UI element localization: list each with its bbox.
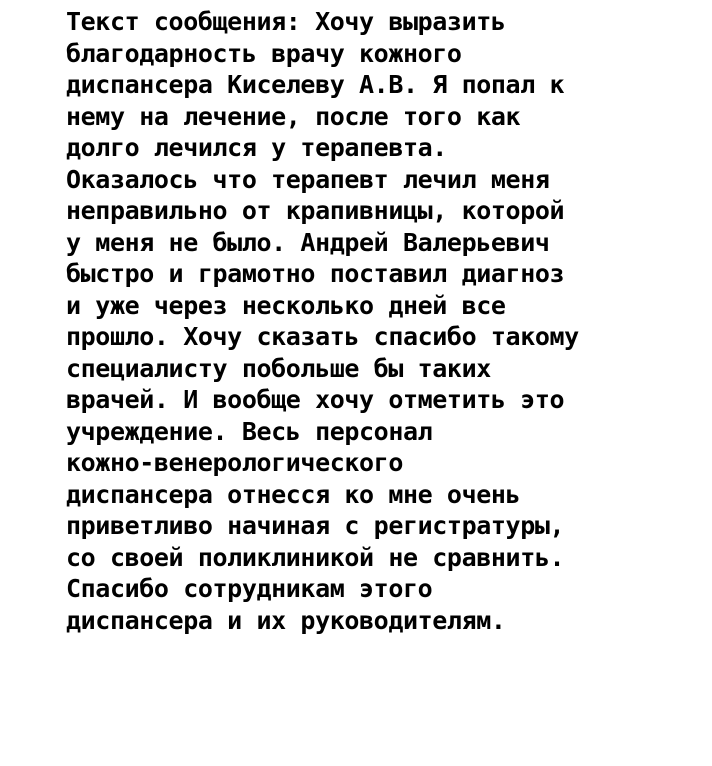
message-line: диспансера отнесся ко мне очень (66, 479, 521, 509)
message-line: быстро и грамотно поставил диагноз (66, 259, 565, 288)
message-line: Спасибо сотрудникам этого (66, 574, 433, 603)
message-line: кожно-венерологического (66, 448, 403, 477)
message-line: со своей поликлиникой не сравнить. (66, 542, 565, 572)
message-line: и уже через несколько дней все (66, 290, 506, 320)
message-line: прошло. Хочу сказать спасибо такому (66, 322, 579, 351)
message-line: у меня не было. Андрей Валерьевич (66, 227, 550, 257)
message-text (66, 6, 706, 636)
message-line: нему на лечение, после того как (66, 101, 521, 131)
message-line: неправильно от крапивницы, которой (66, 196, 565, 225)
message-line: диспансера и их руководителям. (66, 605, 506, 635)
message-line: Текст сообщения: Хочу выразить (66, 7, 506, 36)
message-line: учреждение. Весь персонал (66, 416, 433, 446)
message-line: долго лечился у терапевта. (66, 133, 447, 162)
message-line: специалисту побольше бы таких (66, 353, 491, 383)
message-line: приветливо начиная с регистратуры, (66, 511, 565, 540)
message-line: врачей. И вообще хочу отметить это (66, 385, 565, 414)
message-line: диспансера Киселеву А.В. Я попал к (66, 70, 565, 99)
message-line: Оказалось что терапевт лечил меня (66, 164, 550, 194)
message-line: благодарность врачу кожного (66, 38, 462, 68)
